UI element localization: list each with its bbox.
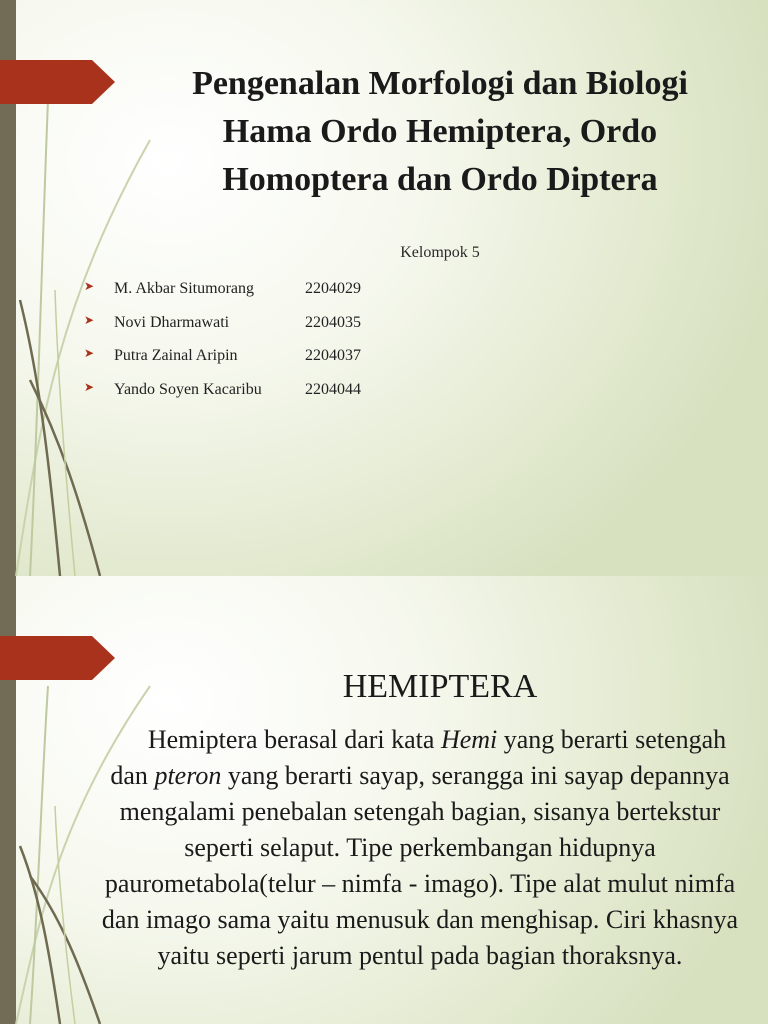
slide-2 (0, 576, 768, 1024)
title-flag-shape (0, 60, 115, 104)
slide-2-body (100, 722, 740, 974)
member-nim: 2204044 (305, 380, 361, 398)
body-text-part: yang berarti setengah dan (110, 725, 727, 790)
member-name: Novi Dharmawati (114, 313, 230, 331)
arrow-bullet-icon: ➤ (84, 379, 95, 394)
arrow-bullet-icon: ➤ (84, 279, 95, 293)
arrow-bullet-icon: ➤ (84, 312, 95, 327)
member-name: Putra Zainal Aripin (114, 347, 238, 364)
body-text-part: Hemiptera berasal dari kata (147, 725, 441, 754)
slide-2-title: HEMIPTERA (342, 668, 538, 705)
term-hemi: Hemi (440, 725, 498, 754)
member-nim: 2204037 (305, 347, 361, 364)
arrow-bullet-icon: ➤ (84, 346, 95, 360)
title-flag-shape (0, 636, 115, 680)
member-nim: 2204035 (305, 313, 361, 331)
slide-1-title: Pengenalan Morfologi dan Biologi Hama Ordo Hemiptera, Ordo Homoptera dan Ordo Diptera (192, 65, 688, 198)
group-label: Kelompok 5 (400, 244, 480, 261)
body-text-part: yang berarti sayap, serangga ini sayap depannya mengalami penebalan setengah bagian, sisanya bertekstur seperti selaput. Tipe perkembangan hidupnya paurometabola(telur – nimfa - imago). Tipe alat mulut nimfa dan imago sama yaitu menusuk dan menghisap. Ciri khasnya yaitu seperti jarum pentul pada bagian thoraksnya. (101, 761, 739, 970)
member-name: M. Akbar Situmorang (114, 280, 254, 297)
member-nim: 2204029 (305, 280, 361, 297)
term-pteron: pteron (154, 761, 222, 790)
member-name: Yando Soyen Kacaribu (114, 380, 262, 398)
